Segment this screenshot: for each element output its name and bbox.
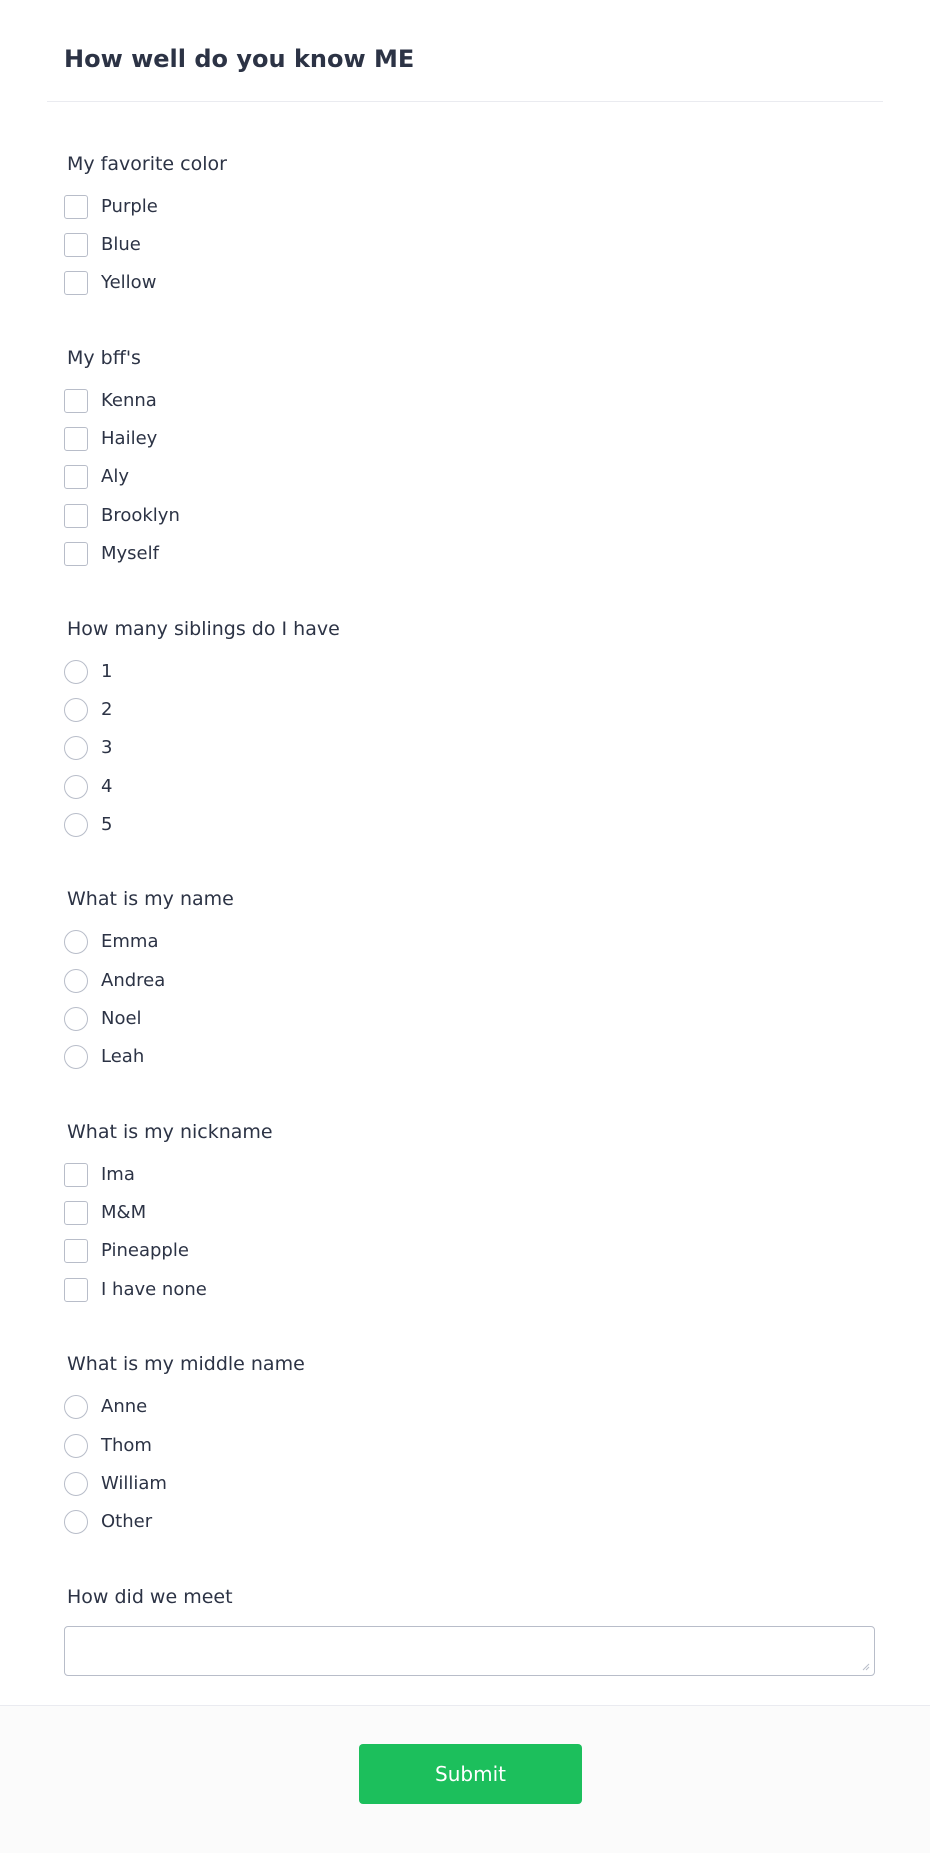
- option-label: Leah: [101, 1046, 145, 1067]
- checkbox[interactable]: [64, 233, 88, 257]
- checkbox-option[interactable]: [64, 541, 159, 567]
- radio-option[interactable]: [64, 1006, 142, 1032]
- radio-button[interactable]: [64, 930, 88, 954]
- checkbox-option[interactable]: [64, 388, 157, 414]
- checkbox[interactable]: [64, 195, 88, 219]
- option-label: Myself: [101, 543, 159, 564]
- checkbox[interactable]: [64, 1201, 88, 1225]
- form-title: How well do you know ME: [64, 45, 415, 73]
- option-label: Noel: [101, 1008, 142, 1029]
- option-label: Purple: [101, 196, 158, 217]
- radio-option[interactable]: [64, 929, 158, 955]
- how-we-met-textarea[interactable]: [64, 1626, 875, 1676]
- radio-button[interactable]: [64, 969, 88, 993]
- submit-button[interactable]: Submit: [359, 1744, 582, 1804]
- option-label: Brooklyn: [101, 505, 180, 526]
- question-label: My favorite color: [67, 153, 227, 175]
- radio-button[interactable]: [64, 1434, 88, 1458]
- radio-button[interactable]: [64, 813, 88, 837]
- checkbox[interactable]: [64, 389, 88, 413]
- radio-option[interactable]: [64, 1044, 144, 1070]
- option-label: Other: [101, 1511, 153, 1532]
- radio-option[interactable]: [64, 1471, 167, 1497]
- option-label: Emma: [101, 931, 159, 952]
- option-label: Ima: [101, 1164, 135, 1185]
- radio-button[interactable]: [64, 1510, 88, 1534]
- checkbox[interactable]: [64, 465, 88, 489]
- option-label: Pineapple: [101, 1240, 189, 1261]
- option-label: 1: [101, 661, 113, 682]
- question-label: How many siblings do I have: [67, 618, 340, 640]
- radio-button[interactable]: [64, 1045, 88, 1069]
- radio-button[interactable]: [64, 660, 88, 684]
- radio-option[interactable]: [64, 968, 165, 994]
- checkbox-option[interactable]: [64, 194, 158, 220]
- checkbox[interactable]: [64, 1278, 88, 1302]
- checkbox[interactable]: [64, 427, 88, 451]
- radio-button[interactable]: [64, 775, 88, 799]
- radio-option[interactable]: [64, 697, 112, 723]
- checkbox-option[interactable]: [64, 1200, 146, 1226]
- option-label: Hailey: [101, 428, 158, 449]
- resize-grip-icon[interactable]: [862, 1663, 870, 1671]
- radio-option[interactable]: [64, 812, 112, 838]
- form-header: [47, 0, 883, 102]
- checkbox[interactable]: [64, 1163, 88, 1187]
- option-label: William: [101, 1473, 167, 1494]
- option-label: I have none: [101, 1279, 207, 1300]
- checkbox-option[interactable]: [64, 503, 180, 529]
- radio-button[interactable]: [64, 1472, 88, 1496]
- option-label: 4: [101, 776, 113, 797]
- form-footer: [0, 1705, 930, 1853]
- radio-option[interactable]: [64, 659, 112, 685]
- option-label: Thom: [101, 1435, 152, 1456]
- question-label: What is my middle name: [67, 1353, 305, 1375]
- radio-option[interactable]: [64, 735, 112, 761]
- checkbox-option[interactable]: [64, 1162, 135, 1188]
- checkbox[interactable]: [64, 271, 88, 295]
- checkbox-option[interactable]: [64, 426, 157, 452]
- question-label: My bff's: [67, 347, 141, 369]
- checkbox[interactable]: [64, 542, 88, 566]
- radio-button[interactable]: [64, 1007, 88, 1031]
- question-label: How did we meet: [67, 1586, 233, 1608]
- radio-option[interactable]: [64, 1433, 152, 1459]
- checkbox-option[interactable]: [64, 270, 156, 296]
- radio-button[interactable]: [64, 1395, 88, 1419]
- question-label: What is my name: [67, 888, 234, 910]
- option-label: 2: [101, 699, 113, 720]
- option-label: Andrea: [101, 970, 166, 991]
- radio-option[interactable]: [64, 1509, 152, 1535]
- option-label: Blue: [101, 234, 141, 255]
- radio-button[interactable]: [64, 736, 88, 760]
- radio-option[interactable]: [64, 774, 112, 800]
- option-label: 3: [101, 737, 113, 758]
- question-label: What is my nickname: [67, 1121, 273, 1143]
- option-label: Anne: [101, 1396, 148, 1417]
- checkbox[interactable]: [64, 1239, 88, 1263]
- option-label: Kenna: [101, 390, 157, 411]
- option-label: M&M: [101, 1202, 147, 1223]
- checkbox-option[interactable]: [64, 464, 129, 490]
- option-label: Yellow: [101, 272, 157, 293]
- checkbox-option[interactable]: [64, 232, 141, 258]
- checkbox[interactable]: [64, 504, 88, 528]
- radio-button[interactable]: [64, 698, 88, 722]
- option-label: Aly: [101, 466, 129, 487]
- checkbox-option[interactable]: [64, 1238, 189, 1264]
- checkbox-option[interactable]: [64, 1277, 207, 1303]
- radio-option[interactable]: [64, 1394, 147, 1420]
- option-label: 5: [101, 814, 113, 835]
